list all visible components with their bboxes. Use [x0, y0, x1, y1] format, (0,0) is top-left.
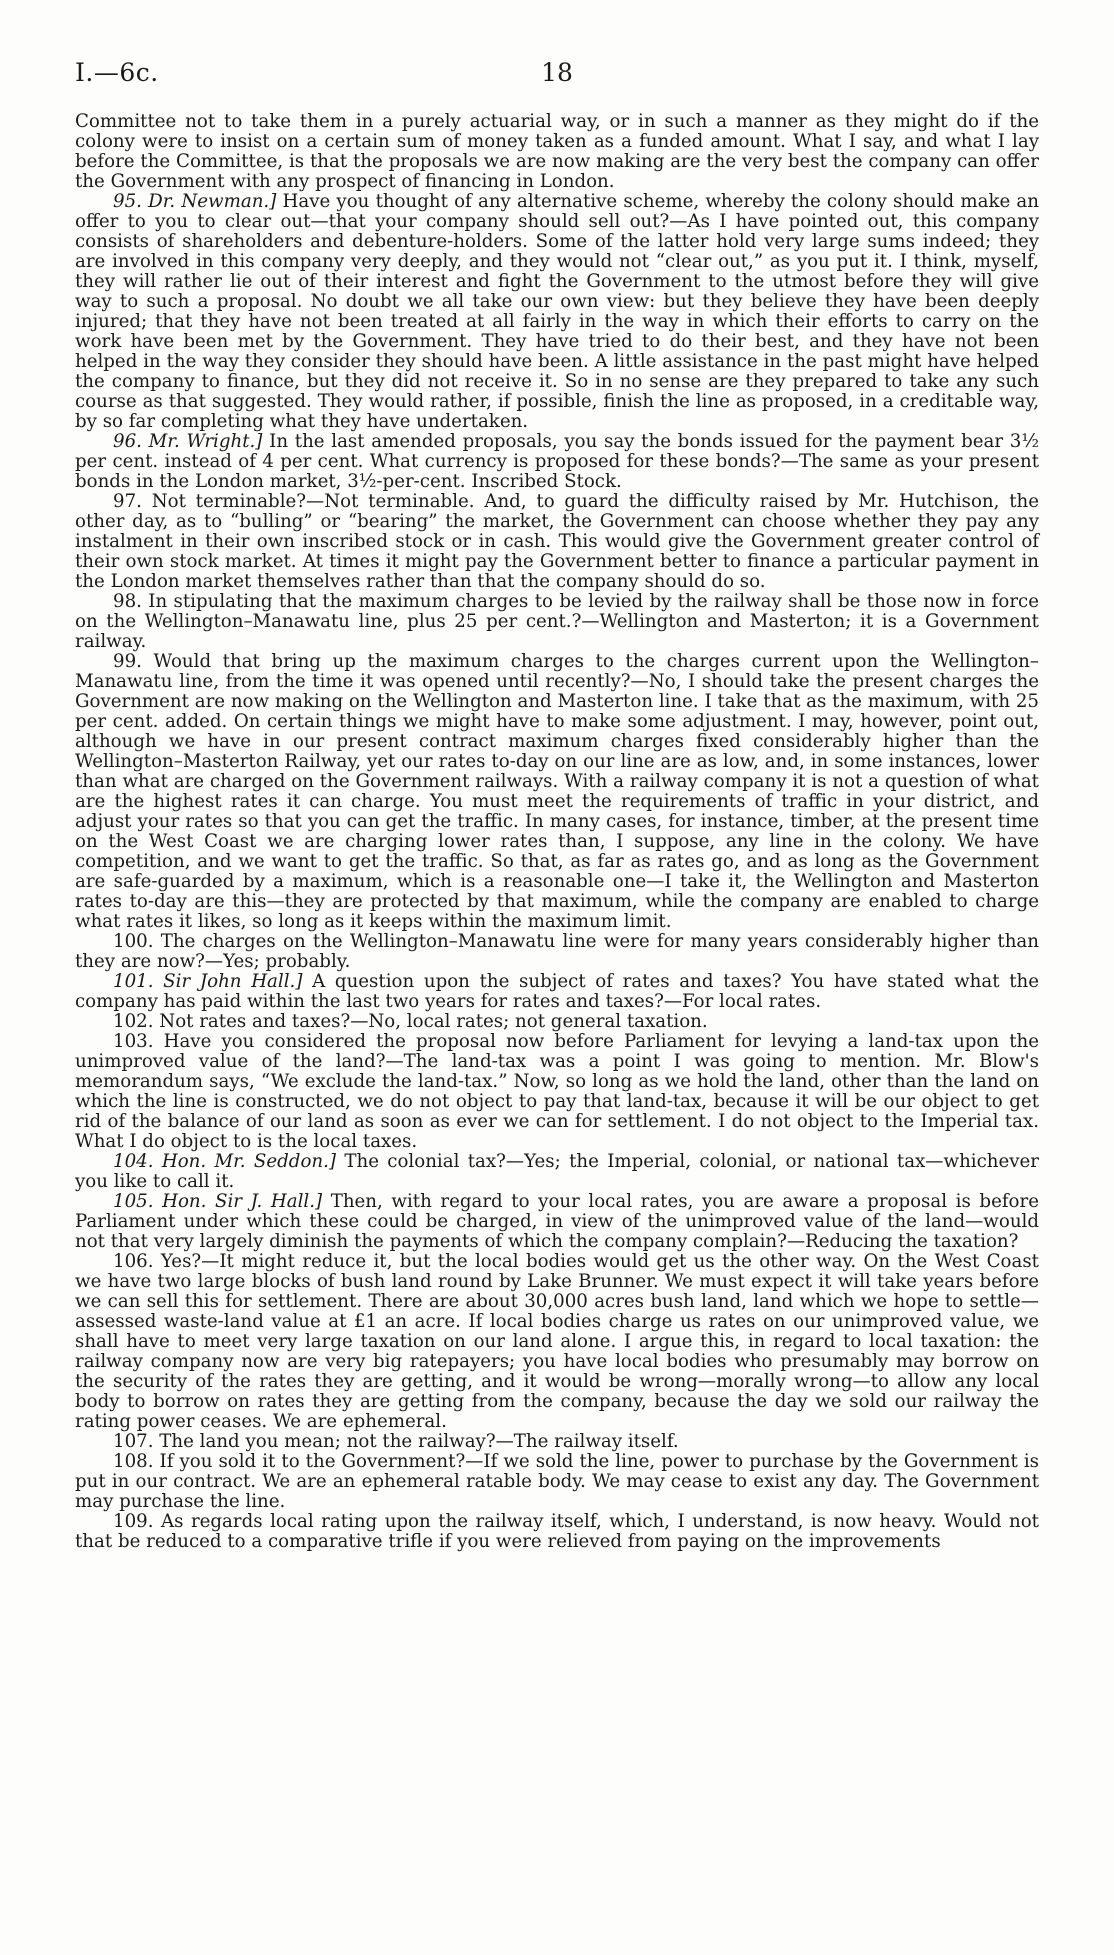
- paragraph-text: 102. Not rates and taxes?—No, local rates; not general taxation.: [113, 1011, 708, 1032]
- paragraph-text: Then, with regard to your local rates, you are aware a proposal is before Parliament under which these could be charged, in view of the unimproved value of the land—would not that very largely diminish the payments of which the company complain?—Reducing the taxation?: [75, 1191, 1039, 1252]
- paragraph-text: 98. In stipulating that the maximum charges to be levied by the railway shall be those now in force on the Wellington–Manawatu line, plus 25 per cent.?—Wellington and Masterton; it is a Government railway.: [75, 591, 1039, 652]
- paragraph: [75, 972, 1039, 1012]
- paragraph-text: 107. The land you mean; not the railway?—The railway itself.: [113, 1431, 679, 1452]
- speaker-label: 96. Mr. Wright.]: [113, 431, 263, 452]
- paragraph-text: 109. As regards local rating upon the railway itself, which, I understand, is now heavy. Would not that be reduced to a comparative trifle if you were relieved from paying on the improvements: [75, 1511, 1039, 1552]
- paragraph-text: In the last amended proposals, you say the bonds issued for the payment bear 3½ per cent. instead of 4 per cent. What currency is proposed for these bonds?—The same as your present bonds in the London market, 3½-per-cent. Inscribed Stock.: [75, 431, 1039, 492]
- paragraph: [75, 192, 1039, 432]
- speaker-label: 101. Sir John Hall.]: [113, 971, 303, 992]
- paragraph: [75, 1452, 1039, 1512]
- paragraph: [75, 1252, 1039, 1432]
- paragraph-text: Committee not to take them in a purely actuarial way, or in such a manner as they might do if the colony were to insist on a certain sum of money taken as a funded amount. What I say, and what I lay before the Committee, is that the proposals we are now making are the very best the company can offer the Government with any prospect of financing in London.: [75, 111, 1039, 192]
- speaker-label: 95. Dr. Newman.]: [113, 191, 277, 212]
- paragraph-text: The colonial tax?—Yes; the Imperial, colonial, or national tax—whichever you like to call it.: [75, 1151, 1039, 1192]
- paragraph: [75, 932, 1039, 972]
- document-reference: I.—6c.: [75, 58, 159, 87]
- paragraph-text: 97. Not terminable?—Not terminable. And, to guard the difficulty raised by Mr. Hutchison, the other day, as to “bulling” or “bearing” the market, the Government can choose whether they pay any instalment in their own inscribed stock or in cash. This would give the Government greater control of their own stock market. At times it might pay the Government better to finance a particular payment in the London market themselves rather than that the company should do so.: [75, 491, 1039, 592]
- paragraph-text: 99. Would that bring up the maximum charges to the charges current upon the Wellington–Manawatu line, from the time it was opened until recently?—No, I should take the present charges the Government are now making on the Wellington and Masterton line. I take that as the maximum, with 25 per cent. added. On certain things we might have to make some adjustment. I may, however, point out, although we have in our present contract maximum charges fixed considerably higher than the Wellington–Masterton Railway, yet our rates to-day on our line are as low, and, in some instances, lower than what are charged on the Government railways. With a railway company it is not a question of what are the highest rates it can charge. You must meet the requirements of traffic in your district, and adjust your rates so that you can get the traffic. In many cases, for instance, timber, at the present time on the West Coast we are charging lower rates than, I suppose, any line in the colony. We have competition, and we want to get the traffic. So that, as far as rates go, and as long as the Government are safe-guarded by a maximum, which is a reasonable one—I take it, the Wellington and Masterton rates to-day are this—they are protected by that maximum, while the company are enabled to charge what rates it likes, so long as it keeps within the maximum limit.: [75, 651, 1039, 932]
- paragraph: [75, 1012, 1039, 1032]
- paragraph-text: 108. If you sold it to the Government?—If we sold the line, power to purchase by the Government is put in our contract. We are an ephemeral ratable body. We may cease to exist any day. The Government may purchase the line.: [75, 1451, 1039, 1512]
- paragraph-text: 103. Have you considered the proposal now before Parliament for levying a land-tax upon the unimproved value of the land?—The land-tax was a point I was going to mention. Mr. Blow's memorandum says, “We exclude the land-tax.” Now, so long as we hold the land, other than the land on which the line is constructed, we do not object to pay that land-tax, because it will be our object to get rid of the balance of our land as soon as ever we can for settlement. I do not object to the Imperial tax. What I do object to is the local taxes.: [75, 1031, 1039, 1152]
- paragraph: [75, 1152, 1039, 1192]
- paragraph-text: 100. The charges on the Wellington–Manawatu line were for many years considerably higher than they are now?—Yes; probably.: [75, 931, 1039, 972]
- paragraph: [75, 432, 1039, 492]
- paragraph: [75, 1192, 1039, 1252]
- paragraph: [75, 1432, 1039, 1452]
- speaker-label: 104. Hon. Mr. Seddon.]: [113, 1151, 336, 1172]
- paragraph: [75, 492, 1039, 592]
- paragraph: [75, 1512, 1039, 1552]
- paragraph: [75, 592, 1039, 652]
- paragraph: [75, 1032, 1039, 1152]
- paragraph-text: 106. Yes?—It might reduce it, but the local bodies would get us the other way. On the West Coast we have two large blocks of bush land round by Lake Brunner. We must expect it will take years before we can sell this for settlement. There are about 30,000 acres bush land, land which we hope to settle—assessed waste-land value at £1 an acre. If local bodies charge us rates on our unimproved value, we shall have to meet very large taxation on our land alone. I argue this, in regard to local taxation: the railway company now are very big ratepayers; you have local bodies who presumably may borrow on the security of the rates they are getting, and it would be wrong—morally wrong—to allow any local body to borrow on rates they are getting from the company, because the day we sold our railway the rating power ceases. We are ephemeral.: [75, 1251, 1039, 1432]
- body-text: [75, 112, 1039, 1552]
- paragraph-text: A question upon the subject of rates and taxes? You have stated what the company has paid within the last two years for rates and taxes?—For local rates.: [75, 971, 1039, 1012]
- paragraph-text: Have you thought of any alternative scheme, whereby the colony should make an offer to you to clear out—that your company should sell out?—As I have pointed out, this company consists of shareholders and debenture-holders. Some of the latter hold very large sums indeed; they are involved in this company very deeply, and they would not “clear out,” as you put it. I think, myself, they will rather lie out of their interest and fight the Government to the utmost before they will give way to such a proposal. No doubt we all take our own view: but they believe they have been deeply injured; that they have not been treated at all fairly in the way in which their efforts to carry on the work have been met by the Government. They have tried to do their best, and they have not been helped in the way they consider they should have been. A little assistance in the past might have helped the company to finance, but they did not receive it. So in no sense are they prepared to take any such course as that suggested. They would rather, if possible, finish the line as proposed, in a creditable way, by so far completing what they have undertaken.: [75, 191, 1039, 432]
- page-number: 18: [541, 58, 573, 87]
- paragraph: [75, 112, 1039, 192]
- speaker-label: 105. Hon. Sir J. Hall.]: [113, 1191, 323, 1212]
- paragraph: [75, 652, 1039, 932]
- page-header: [75, 58, 1039, 98]
